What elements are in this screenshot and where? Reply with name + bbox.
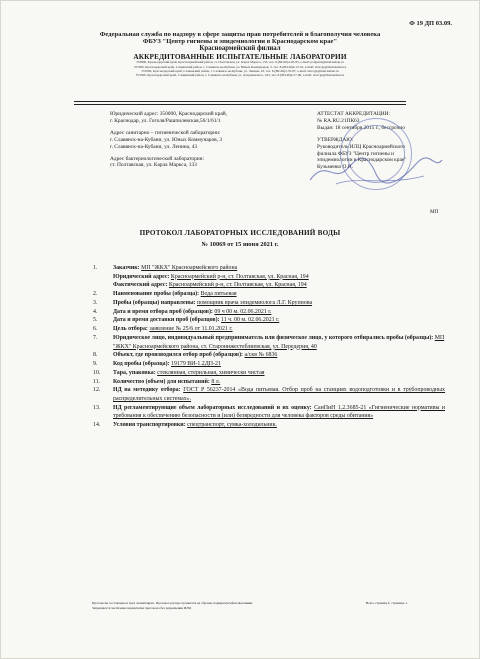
approval-position-1: Руководитель ИЛЦ Красноармейского: [317, 143, 405, 150]
bacterio-lab-label: Адрес бактериологической лаборатории:: [110, 155, 205, 162]
accreditation-title: АТТЕСТАТ АККРЕДИТАЦИИ:: [317, 111, 391, 117]
list-item: 3. Пробы (образцы) направлены: помощник врача эпидемиолога Л.Г. Крупнова: [93, 299, 313, 306]
list-item: 5. Дата и время доставки проб (образцов): 11 ч. 00 м. 02.06.2021 г.: [93, 317, 280, 324]
list-item: 8. Объект, где производился отбор проб (образцов): а/скв № 6836: [93, 352, 278, 359]
list-item: 11. Количество (объем) для испытаний: 8 л.: [93, 378, 221, 385]
header-address-2: 353560, Краснодарский край, Славянский район, г. Славянск-на-Кубани, ул. Юных Коммунаров, 3, тел. 8-(86146)4-13-52, e-mail: slavcge@mail.kuban.ru: [133, 64, 347, 69]
stamp-place-label: МП: [430, 209, 439, 215]
legal-address-line-2: г. Краснодар, ул. Гоголя/Рашпилевская,56/1/61/1: [110, 117, 221, 124]
accreditation-number: № RA.RU.21ПК63: [317, 117, 360, 124]
bacterio-lab-address: ст. Полтавская, ул. Карла Маркса, 133: [110, 162, 197, 169]
list-item: 10. Тара, упаковка: стеклянная, стерильная, химически чистая: [93, 369, 265, 376]
protocol-number: № 10069 от 15 июня 2021 г.: [201, 241, 279, 248]
header-address-1: 353800, Краснодарский край, Красноармейский район, ст. Полтавская, ул. Карла Маркса, 133, тел. 8-(86165)4-05-83, e-mail: polgsenn@mail.kuban.ru: [136, 60, 344, 65]
lab-addresses: [110, 111, 300, 169]
page-counter: Всего страниц 2; страница 1.: [366, 601, 408, 605]
header-agency: Федеральная служба по надзору в сфере защиты прав потребителей и благополучия человека: [99, 31, 381, 38]
form-code: Ф 19 ДП 03.09.: [409, 20, 452, 27]
list-item: 9. Код пробы (образца): 19179 ВИ-1.2ДП-21: [93, 361, 221, 368]
list-item: 1. Заказчик: МП "ЖКХ" Красноармейского района: [93, 265, 238, 271]
list-item: 13. НД регламентирующие объем лабораторных исследований и их оценку: СанПиН 1.2.3685-21 «Гигиенические нормативы и требования к обеспечению безопасности и (или) безвредности для человека факторов среды обитания»: [93, 404, 445, 420]
list-item: Фактический адрес: Красноармейский р-н, ст. Полтавская, ул. Красная, 194: [113, 282, 307, 289]
approval-position-3: эпидемиологии в Краснодарском крае": [317, 157, 407, 164]
document-header: [40, 31, 440, 77]
header-address-3: 353560, Краснодарский край, Славянский район, г. Славянск-на-Кубани, ул. Ленина, 43, тел. 8-(86146)2-35-87, e-mail: slavcge@mail.kuban.ru: [141, 68, 339, 73]
header-address-4: 353560, Краснодарский край, Славянский район, г. Славянск-на-Кубани, ул. Дзержинского, 243, тел. 8-(86146)4-57-09, e-mail: slavcge@mail.kuban.ru: [135, 72, 345, 77]
list-item: 6. Цель отбора: заявление № 25/6 от 11.01.2021 г.: [93, 326, 233, 333]
sanitary-lab-address-1: г. Славянск-на-Кубани, ул. Юных Коммунаров, 3: [110, 136, 223, 143]
protocol-title: ПРОТОКОЛ ЛАБОРАТОРНЫХ ИССЛЕДОВАНИЙ ВОДЫ: [139, 229, 341, 237]
header-branch: Красноармейский филиал: [199, 45, 281, 53]
list-item: Юридический адрес: Красноармейский р-н, ст. Полтавская, ул. Красная, 194: [113, 273, 309, 280]
list-item: 2. Наименование пробы (образца): Вода питьевая: [93, 291, 237, 298]
list-item: 12. НД на методику отбора: ГОСТ Р 56237-2014 «Вода питьевая. Отбор проб на станциях водоподготовки и в трубопроводных распределительных системах».: [93, 387, 445, 403]
sanitary-lab-address-2: г. Славянск-на-Кубани, ул. Ленина, 43: [110, 143, 198, 150]
header-organization: ФБУЗ "Центр гигиены и эпидемиологии в Краснодарском крае": [142, 38, 338, 46]
accreditation-issued: Выдан: 18 сентября 2015 г., бессрочно: [317, 124, 405, 131]
header-divider-top: [74, 101, 406, 102]
footer-note-1: Протоколы составлены в трех экземплярах. Протокол распространяется на образец подвергнутый испытаниям.: [92, 601, 254, 605]
list-item: 7. Юридическое лицо, индивидуальный предприниматель или физическое лицо, у которого отбирались пробы (образцы): МП "ЖКХ" Красноармейского района, ст. Старонижестеблиевская, ул. Передерия, 40: [93, 334, 445, 350]
approval-label: УТВЕРЖДАЮ:: [317, 136, 354, 143]
approval-signatory: Кузьменко О.Н.: [317, 164, 354, 171]
legal-address-line-1: Юридический адрес: 350000, Краснодарский край,: [110, 111, 227, 117]
footer-note-2: Запрещается частичная перепечатка протокола без разрешения ИЛЦ: [92, 605, 191, 610]
footer-note: [92, 601, 352, 611]
protocol-items: [93, 264, 445, 430]
list-item: 4. Дата и время отбора проб (образцов): 09 ч 00 м. 02.06.2021 г.: [93, 308, 272, 315]
signature-icon: [306, 150, 446, 190]
sanitary-lab-label: Адрес санитарно – гигиенической лаборатории:: [110, 129, 221, 136]
header-labs: АККРЕДИТОВАННЫЕ ИСПЫТАТЕЛЬНЫЕ ЛАБОРАТОРИИ: [133, 51, 347, 61]
approval-position-2: филиала ФБУЗ "Центр гигиены и: [317, 150, 394, 157]
header-divider-bottom: [74, 104, 406, 105]
list-item: 14. Условия транспортировки: спецтранспорт, сумка-холодильник.: [93, 422, 277, 429]
